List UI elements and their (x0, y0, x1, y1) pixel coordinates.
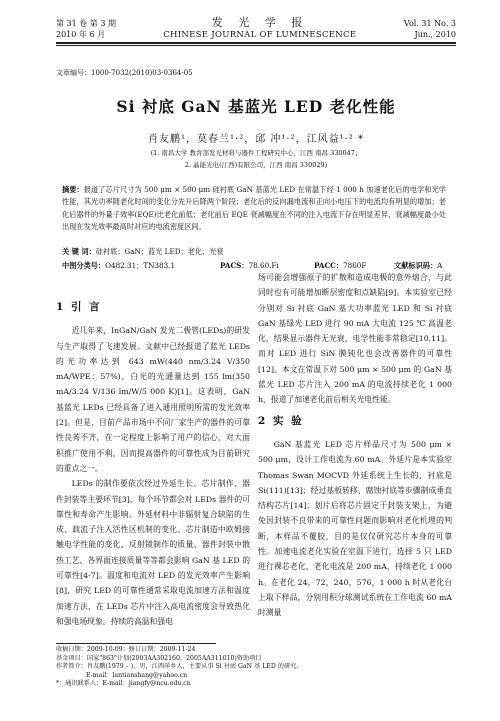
intro-paragraph-1: 近几年来，InGaN/GaN 发光二极管(LEDs)的研发与生产取得了飞速发展。文献中已经报道了蓝光 LEDs 的光功率达到 643 mW(440 nm/3.24 V/350 mA/WPE：57%)，白光的光通量达到 155 lm(350 mA/3.24 V/136 lm/W/5 000 K)[1]。这表明，GaN 基蓝光 LEDs 已经具备了进入通用照明所需的发光效率[2]。但是，目前产品市场中不同厂家生产的器件的可靠性良莠不齐，在一定程度上影响了用户的信心，对大面积推广使用不利，因而提高器件的可靠性成为目前研究的重点之一。 (56, 326, 250, 473)
footnote-email: E-mail：lantianshang@yahoo.cn (86, 671, 188, 679)
clc-label: 中图分类号： (62, 261, 106, 270)
keywords-label: 关 键 词： (62, 247, 96, 256)
journal-name-en: CHINESE JOURNAL OF LUMINESCENCE (163, 30, 357, 40)
volume-issue-cn: 第 31 卷 第 3 期 (56, 19, 116, 28)
pacc-code: 7860F (343, 261, 367, 270)
pacc-label: PACC： (314, 261, 344, 270)
header-rule-thin (56, 45, 456, 46)
clc-code: O482.31；TN383.1 (105, 261, 176, 270)
footnote-rule (56, 643, 216, 644)
abstract-text: 报道了芯片尺寸为 500 μm × 500 μm 硅衬底 GaN 基蓝光 LED 在常温下经 1 000 h 加速老化后的电学和光学性能，其光功率随老化时间的变化分先升后降两个阶段；老化后的反向漏电流和正向小电压下的电流均有明显的增加；老化后器件的外量子效率(EQE)比老化前低；老化前后 EQE 衰减幅度在不同的注入电流下存在明显差异，衰减幅度最小处出现在发光效率最高时对应的电流密度区间。 (62, 185, 446, 232)
authors: 肖友鹏¹，莫春兰¹·²，邱 冲¹·²，江风益¹·² * (148, 134, 364, 145)
experiment-paragraph: GaN 基蓝光 LED 芯片样品尺寸为 500 μm × 500 μm，设计工作电流为 60 mA。外延片是本实验室 Thomas Swan MOCVD 外延系统上生长的，衬底是 Si(111)[13]；经过基板转移、腐蚀衬底等步骤制成垂直结构芯片[14]；划片后将芯片固定于封装支架上，为避免因封装不良带来的可靠性问题而影响对老化机理的判断，本样品不覆胶，目的是仅仅研究芯片本身的可靠性。加速电流老化实验在室温下进行，选择 5 只 LED 进行裸芯老化，老化电流是 200 mA，持续老化 1 000 h。在老化 24，72，240，576，1 000 h 时从老化台上取下样品，分别用积分球测试系统在工作电流 60 mA 时测量 (258, 439, 452, 618)
pacs-label: PACS： (220, 261, 249, 270)
footnote-corresponding: *：通讯联系人；E-mail：jiangfy@ncu.edu.cn (56, 680, 191, 688)
keywords-text: 硅衬底；GaN；蓝光 LED；老化；光衰 (95, 247, 224, 256)
running-header (56, 14, 456, 30)
volume-issue-en: Vol. 31 No. 3 (403, 19, 456, 28)
footnote-received: 收稿日期：2009-10-09；修订日期：2009-11-24 (56, 646, 196, 653)
abstract (62, 184, 446, 234)
keywords (62, 246, 446, 258)
affiliation-2: 2. 晶能光电(江西)有限公司，江西 南昌 330029) (184, 161, 328, 169)
abstract-label: 摘要： (62, 185, 84, 194)
intro-paragraph-2: LEDs 的制作要依次经过外延生长、芯片制作、器件封装等主要环节[3]，每个环节都会对 LEDs 器件的可靠性和寿命产生影响。外延材料中非辐射复合缺陷的生成、载流子注入活性区机制的变化、芯片制造中欧姆接触电学性能的变化、反射镜制作的质量、器件封装中散热工艺、各界面连接质量等等都会影响 GaN 基 LED 的可靠性[4-7]。温度和电流对 LED 的发光效率产生影响[8]，研究 LED 的可靠性通常采取电流加速方法和温度加速方法，在 LEDs 芯片中注入高电流密度会导致热化和强电场现象。持续的高温和强电 (56, 479, 250, 626)
date-cn: 2010 年 6 月 (56, 30, 106, 39)
doc-code-label: 文献标识码： (394, 261, 438, 270)
footnotes (56, 646, 456, 689)
section-heading-intro: 1 引 言 (56, 301, 102, 313)
article-number: 文章编号：1000-7032(2010)03-0364-05 (56, 69, 193, 77)
intro-paragraph-3: 场可能会增强原子的扩散和造成电极的意外熔合，与此同时也有可能增加断层密度和点缺陷[9]。本实验室已经分别对 Si 衬底 GaN 基大功率蓝光 LED 和 Si 衬底 GaN 基绿光 LED 进行 90 mA 大电流 125 ℃ 高温老化，结果显示器件无光衰，电学性能非常稳定[10,11]。而对 LED 进行 SiN 膜钝化也会改善器件的可靠性[12]。本文在常温下对 500 μm × 500 μm 的 GaN 基蓝光 LED 芯片注入 200 mA 的电流持续老化 1 000 h，报道了加速老化前后相关光电性能。 (258, 273, 452, 405)
pacs-code: 78.60.Fi (248, 261, 279, 270)
running-header-line2 (56, 29, 456, 40)
footnote-author: 作者简介：肖友鹏(1979 – )，男，江西萍乡人，主要从事 Si 衬底 GaN 基 LED 的研究。 (56, 663, 303, 671)
paper-title: Si 衬底 GaN 基蓝光 LED 老化性能 (116, 97, 396, 116)
left-column (56, 294, 250, 629)
doc-code: A (437, 261, 443, 270)
section-heading-experiment: 2 实 验 (258, 414, 304, 427)
footnote-funding: 基金项目：国家"863"计划(2003AA302160，2005AA311010)资助项目 (56, 654, 262, 662)
affiliation-1: (1. 南昌大学 教育部发光材料与器件工程研究中心，江西 南昌 330047； (150, 149, 362, 157)
right-column (258, 270, 452, 621)
header-rule (56, 42, 456, 44)
journal-name-cn: 发 光 学 报 (211, 16, 309, 29)
date-en: Jun., 2010 (414, 30, 456, 39)
